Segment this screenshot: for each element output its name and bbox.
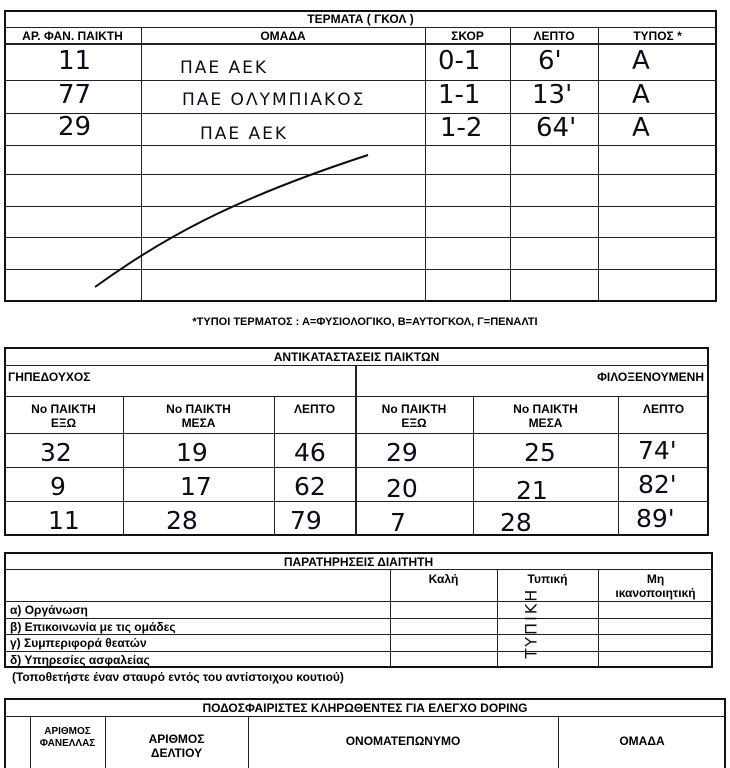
goals-title: ΤΕΡΜΑΤΑ ( ΓΚΟΛ )	[307, 12, 414, 26]
referee-col-good: Καλή	[428, 572, 459, 586]
goal-minute: 64'	[536, 113, 577, 143]
doping-col-shirt-line2: ΦΑΝΕΛΛΑΣ	[39, 738, 96, 749]
goal-minute: 13'	[532, 80, 573, 110]
referee-item: α) Οργάνωση	[10, 603, 88, 617]
referee-instruction: (Τοποθετήστε έναν σταυρό εντός του αντίστοιχου κουτιού)	[12, 670, 344, 684]
goal-team: ΠΑΕ ΑΕΚ	[180, 58, 269, 78]
goal-player: 29	[58, 112, 92, 142]
home-col-out	[4, 402, 123, 430]
doping-title: ΠΟΔΟΣΦΑΙΡΙΣΤΕΣ ΚΛΗΡΩΘΕΝΤΕΣ ΓΙΑ ΕΛΕΓΧΟ DOPING	[202, 701, 528, 715]
sub-away-out: 20	[386, 474, 418, 503]
home-col-in-line1: Νο ΠΑΙΚΤΗ	[166, 402, 231, 416]
referee-col-unsatisfactory	[598, 572, 713, 600]
sub-home-minute: 62	[294, 472, 326, 501]
doping-col-shirt-line1: ΑΡΙΘΜΟΣ	[44, 726, 91, 737]
sub-away-in: 25	[524, 438, 556, 467]
goal-type: Α	[632, 46, 650, 76]
strike-line	[0, 0, 730, 310]
referee-item: δ) Υπηρεσίες ασφαλείας	[10, 653, 150, 667]
substitutions-title: ΑΝΤΙΚΑΤΑΣΤΑΣΕΙΣ ΠΑΙΚΤΩΝ	[273, 350, 440, 364]
away-col-out-line1: Νο ΠΑΙΚΤΗ	[381, 402, 447, 416]
divider	[274, 396, 275, 536]
goal-team: ΠΑΕ ΑΕΚ	[200, 124, 289, 144]
sub-home-in: 19	[176, 438, 208, 467]
sub-home-in: 28	[166, 506, 198, 535]
divider	[4, 716, 726, 717]
doping-col-name: ΟΝΟΜΑΤΕΠΩΝΥΜΟ	[345, 734, 461, 748]
home-col-out-line1: Νο ΠΑΙΚΤΗ	[31, 402, 96, 416]
away-col-out	[355, 402, 473, 430]
goals-col-minute: ΛΕΠΤΟ	[533, 29, 575, 43]
goal-score: 1-1	[438, 80, 481, 110]
goals-col-team: ΟΜΑΔΑ	[260, 29, 306, 43]
sub-away-in: 28	[500, 508, 532, 537]
goal-type: Α	[632, 80, 650, 110]
sub-away-in: 21	[516, 476, 548, 505]
divider	[4, 618, 713, 619]
doping-col-shirt	[30, 726, 105, 750]
divider	[355, 365, 357, 536]
goals-footnote: *ΤΥΠΟΙ ΤΕΡΜΑΤΟΣ : Α=ΦΥΣΙΟΛΟΓΙΚΟ, Β=ΑΥΤΟΓΚΟΛ, Γ=ΠΕΝΑΛΤΙ	[192, 316, 538, 328]
home-col-minute: ΛΕΠΤΟ	[293, 402, 336, 416]
sub-home-out: 11	[48, 506, 80, 535]
referee-col-typical: Τυπική	[527, 572, 568, 586]
doping-col-team: ΟΜΑΔΑ	[619, 734, 665, 748]
goals-col-player: ΑΡ. ΦΑΝ. ΠΑΙΚΤΗ	[22, 29, 123, 43]
doping-col-card-line2: ΔΕΛΤΙΟΥ	[150, 746, 203, 760]
home-col-out-line2: ΕΞΩ	[50, 416, 77, 430]
goal-score: 0-1	[438, 46, 481, 76]
away-label: ΦΙΛΟΞΕΝΟΥΜΕΝΗ	[597, 370, 704, 384]
divider	[618, 396, 619, 536]
away-col-in-line2: ΜΕΣΑ	[528, 416, 563, 430]
referee-col-bad-line2: ικανοποιητική	[615, 586, 696, 600]
divider	[4, 467, 709, 468]
away-col-in	[473, 402, 618, 430]
goal-team: ΠΑΕ ΟΛΥΜΠΙΑΚΟΣ	[182, 90, 366, 110]
sub-away-out: 29	[386, 438, 418, 467]
sub-home-out: 32	[40, 438, 72, 467]
sub-away-minute: 89'	[636, 504, 675, 533]
goals-col-type: ΤΥΠΟΣ *	[633, 29, 682, 43]
divider	[4, 501, 709, 502]
goals-col-score: ΣΚΟΡ	[451, 29, 484, 43]
sub-away-out: 7	[390, 508, 406, 537]
doping-col-card-line1: ΑΡΙΘΜΟΣ	[148, 732, 205, 746]
divider	[4, 433, 709, 434]
divider	[4, 651, 713, 652]
sub-home-out: 9	[50, 472, 66, 501]
sub-away-minute: 82'	[638, 470, 677, 499]
referee-item: γ) Συμπεριφορά θεατών	[10, 636, 147, 650]
goal-type: Α	[632, 113, 650, 143]
goal-player: 11	[58, 46, 92, 76]
sub-home-minute: 79	[290, 506, 322, 535]
referee-col-bad-line1: Μη	[646, 572, 665, 586]
divider	[4, 634, 713, 635]
home-label: ΓΗΠΕΔΟΥΧΟΣ	[8, 370, 91, 384]
divider	[4, 569, 713, 570]
referee-title: ΠΑΡΑΤΗΡΗΣΕΙΣ ΔΙΑΙΤΗΤΗ	[283, 555, 434, 569]
away-col-minute: ΛΕΠΤΟ	[642, 402, 685, 416]
referee-handwritten-mark: ΤΥΠΙΚΗ	[521, 587, 541, 659]
sub-away-minute: 74'	[638, 436, 677, 465]
sub-home-in: 17	[180, 472, 212, 501]
goal-player: 77	[58, 80, 92, 110]
goal-score: 1-2	[440, 113, 483, 143]
referee-item: β) Επικοινωνία με τις ομάδες	[10, 620, 176, 634]
sub-home-minute: 46	[294, 438, 326, 467]
doping-col-card	[105, 732, 248, 760]
divider	[4, 601, 713, 602]
home-col-in	[123, 402, 274, 430]
home-col-in-line2: ΜΕΣΑ	[181, 416, 216, 430]
away-col-out-line2: ΕΞΩ	[401, 416, 427, 430]
away-col-in-line1: Νο ΠΑΙΚΤΗ	[513, 402, 578, 416]
goal-minute: 6'	[538, 46, 562, 76]
